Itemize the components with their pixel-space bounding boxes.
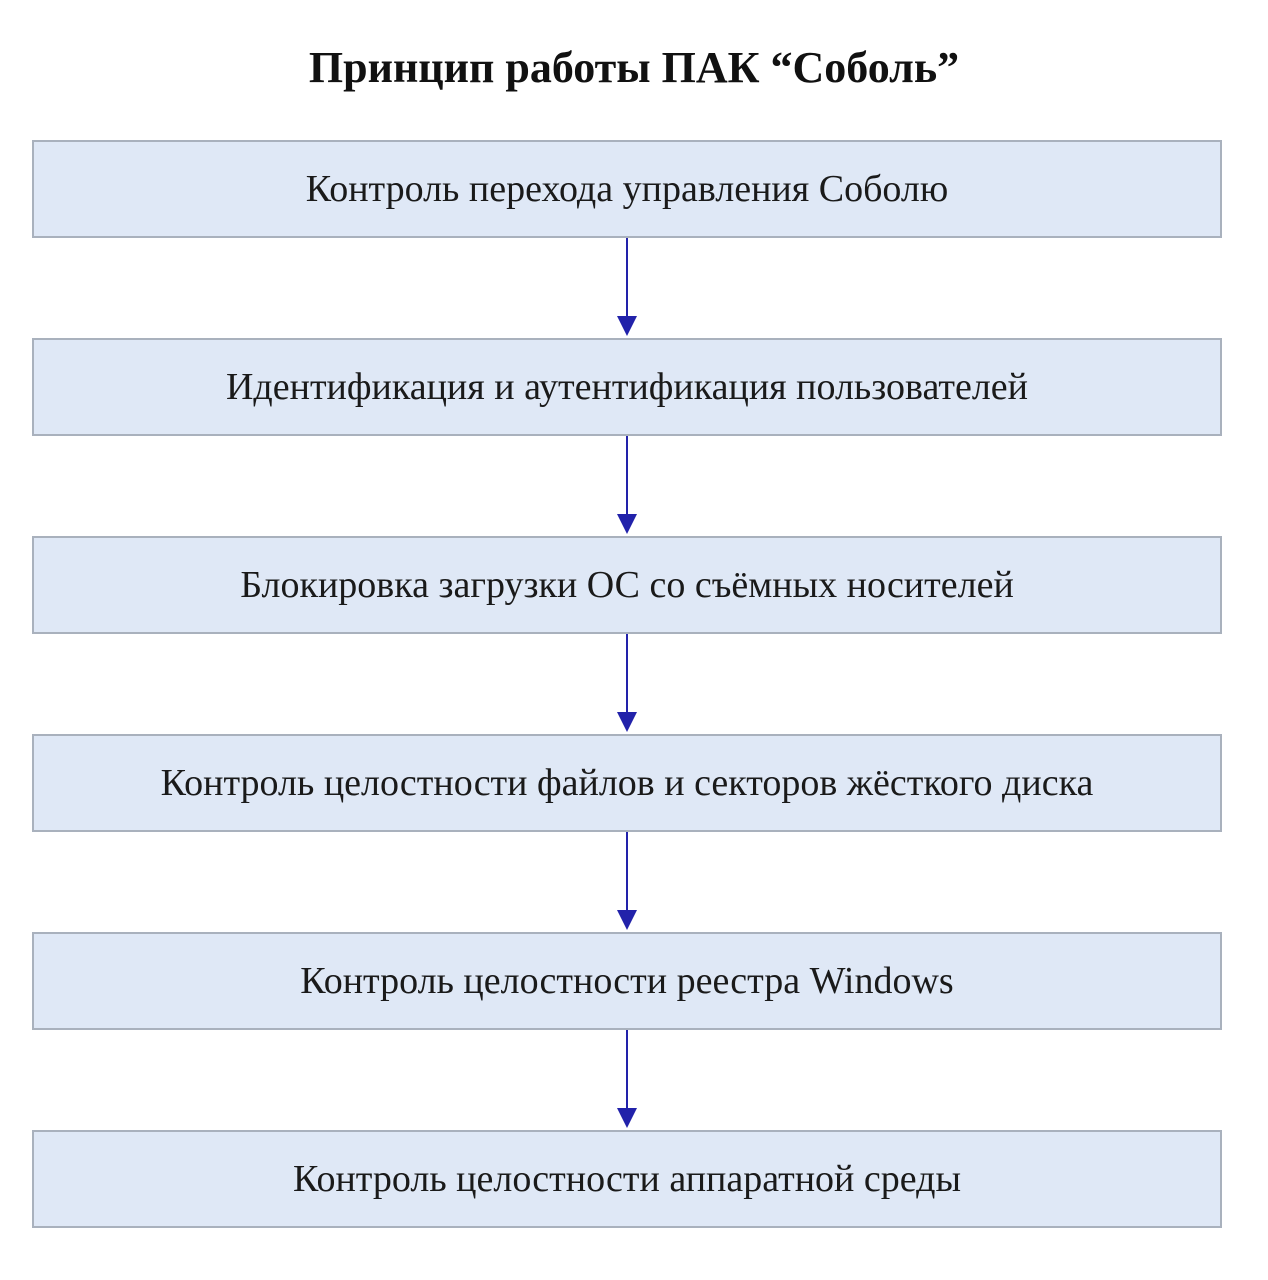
arrow-1-2	[617, 238, 637, 336]
step-label-6: Контроль целостности аппаратной среды	[293, 1158, 961, 1200]
arrow-4-5	[617, 832, 637, 930]
step-box-4	[32, 734, 1222, 832]
step-label-1: Контроль перехода управления Соболю	[305, 168, 949, 210]
step-box-2	[32, 338, 1222, 436]
step-box-1	[32, 140, 1222, 238]
step-box-6	[32, 1130, 1222, 1228]
step-label-5: Контроль целостности реестра Windows	[300, 960, 954, 1002]
arrow-3-4	[617, 634, 637, 732]
step-box-3	[32, 536, 1222, 634]
step-box-5	[32, 932, 1222, 1030]
step-label-4: Контроль целостности файлов и секторов жёсткого диска	[160, 762, 1094, 804]
step-label-2: Идентификация и аутентификация пользователей	[225, 366, 1029, 408]
step-label-3: Блокировка загрузки ОС со съёмных носителей	[240, 564, 1014, 606]
diagram-title: Принцип работы ПАК “Соболь”	[308, 43, 960, 92]
arrow-2-3	[617, 436, 637, 534]
arrow-5-6	[617, 1030, 637, 1128]
